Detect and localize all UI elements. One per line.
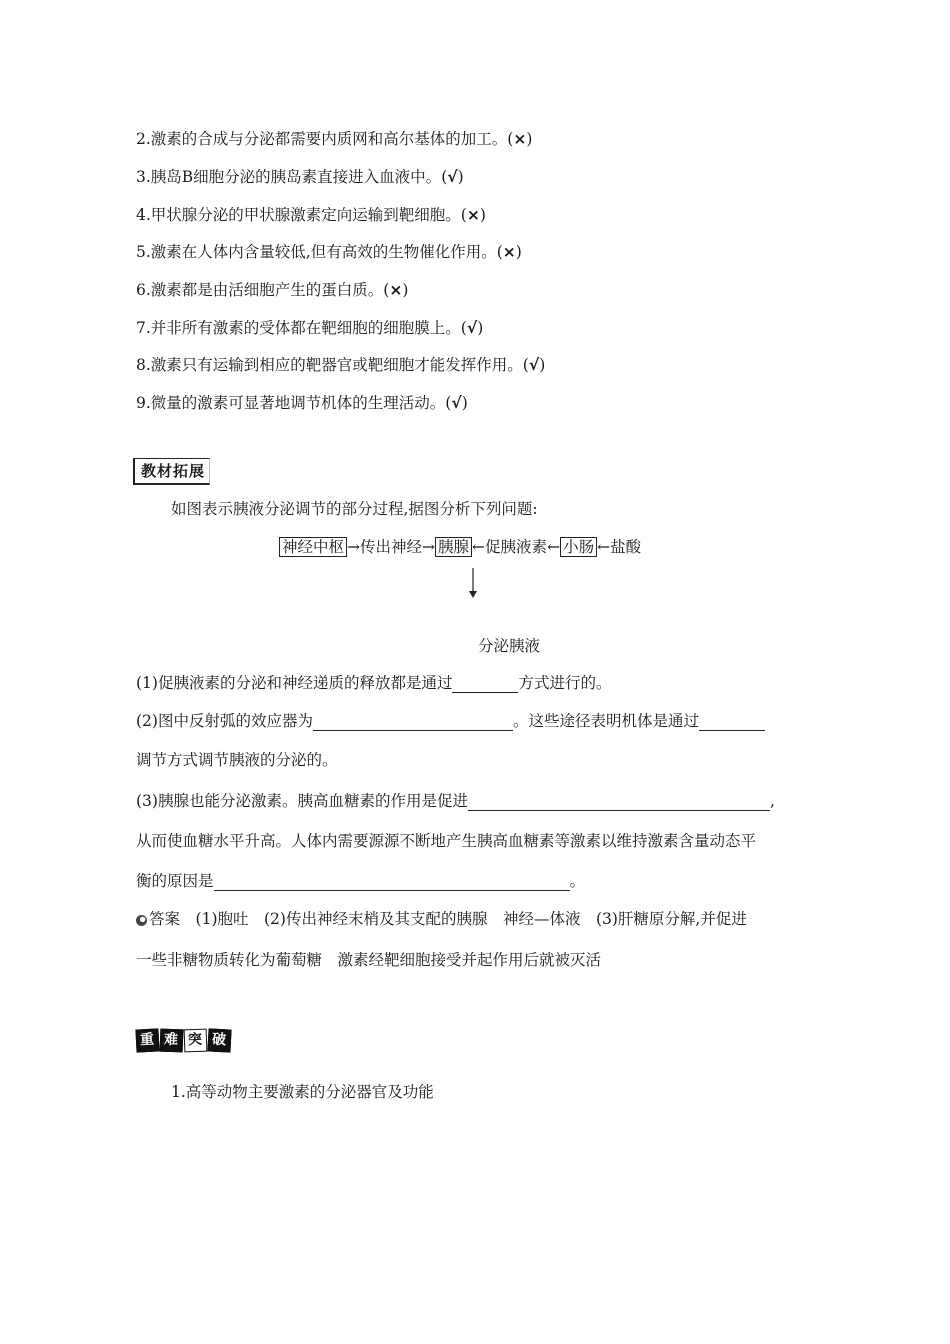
arrow-left-icon: ← [597, 538, 611, 556]
answer-blank[interactable] [313, 714, 513, 731]
node-hydrochloric-acid: 盐酸 [610, 538, 642, 556]
statement-9: 9.微量的激素可显著地调节机体的生理活动。(√) [136, 394, 468, 412]
node-pancreatic-juice: 分泌胰液 [478, 637, 541, 655]
section-heading-breakthrough: 重 难 突 破 [136, 1029, 231, 1052]
statement-3: 3.胰岛B细胞分泌的胰岛素直接进入血液中。(√) [136, 168, 464, 186]
node-small-intestine: 小肠 [560, 537, 597, 557]
arrow-left-icon: ← [472, 538, 486, 556]
answer-line-1: 答案 (1)胞吐 (2)传出神经末梢及其支配的胰腺 神经—体液 (3)肝糖原分解,并促进 [136, 907, 747, 929]
arrow-down-icon [466, 566, 480, 600]
answer-blank[interactable] [214, 874, 570, 891]
statement-6: 6.激素都是由活细胞产生的蛋白质。(×) [136, 281, 409, 299]
question-2-cont: 调节方式调节胰液的分泌的。 [136, 751, 338, 769]
statement-4: 4.甲状腺分泌的甲状腺激素定向运输到靶细胞。(×) [136, 206, 486, 224]
statement-5: 5.激素在人体内含量较低,但有高效的生物催化作用。(×) [136, 243, 522, 261]
mark-wrong: × [502, 243, 516, 261]
question-1: (1)促胰液素的分泌和神经递质的释放都是通过 方式进行的。 [136, 674, 612, 692]
statement-7: 7.并非所有激素的受体都在靶细胞的细胞膜上。(√) [136, 319, 484, 337]
question-2: (2)图中反射弧的效应器为 。这些途径表明机体是通过 [136, 709, 765, 731]
breakthrough-item-1: 1.高等动物主要激素的分泌器官及功能 [171, 1083, 434, 1101]
arrow-right-icon: → [347, 538, 361, 556]
answer-blank[interactable] [468, 794, 770, 811]
mark-wrong: × [513, 130, 527, 148]
question-3: (3)胰腺也能分泌激素。胰高血糖素的作用是促进 , [136, 792, 775, 810]
mark-right: √ [466, 319, 478, 337]
node-pancreas: 胰腺 [435, 537, 472, 557]
mark-wrong: × [466, 206, 480, 224]
mark-right: √ [447, 168, 458, 186]
section-heading-extension: 教材拓展 [133, 458, 210, 485]
flow-diagram-row [279, 535, 641, 557]
question-3-cont: 从而使血糖水平升高。人体内需要源源不断地产生胰高血糖素等激素以维持激素含量动态平 [136, 832, 757, 850]
answer-blank[interactable] [452, 676, 518, 693]
answer-icon [136, 915, 147, 926]
statement-8: 8.激素只有运输到相应的靶器官或靶细胞才能发挥作用。(√) [136, 356, 546, 374]
node-nerve-center: 神经中枢 [279, 537, 347, 557]
node-efferent-nerve: 传出神经 [360, 538, 423, 556]
arrow-left-icon: ← [547, 538, 561, 556]
arrow-right-icon: → [422, 538, 436, 556]
statement-2: 2.激素的合成与分泌都需要内质网和高尔基体的加工。(×) [136, 130, 533, 148]
extension-intro: 如图表示胰液分泌调节的部分过程,据图分析下列问题: [171, 500, 538, 518]
question-3-end: 衡的原因是 。 [136, 872, 586, 890]
answer-label: 答案 [149, 910, 181, 928]
mark-right: √ [528, 356, 540, 374]
answer-blank[interactable] [699, 714, 765, 731]
node-secretin: 促胰液素 [485, 538, 548, 556]
mark-right: √ [451, 394, 462, 412]
mark-wrong: × [389, 281, 403, 299]
answer-line-2: 一些非糖物质转化为葡萄糖 激素经靶细胞接受并起作用后就被灭活 [136, 951, 602, 969]
